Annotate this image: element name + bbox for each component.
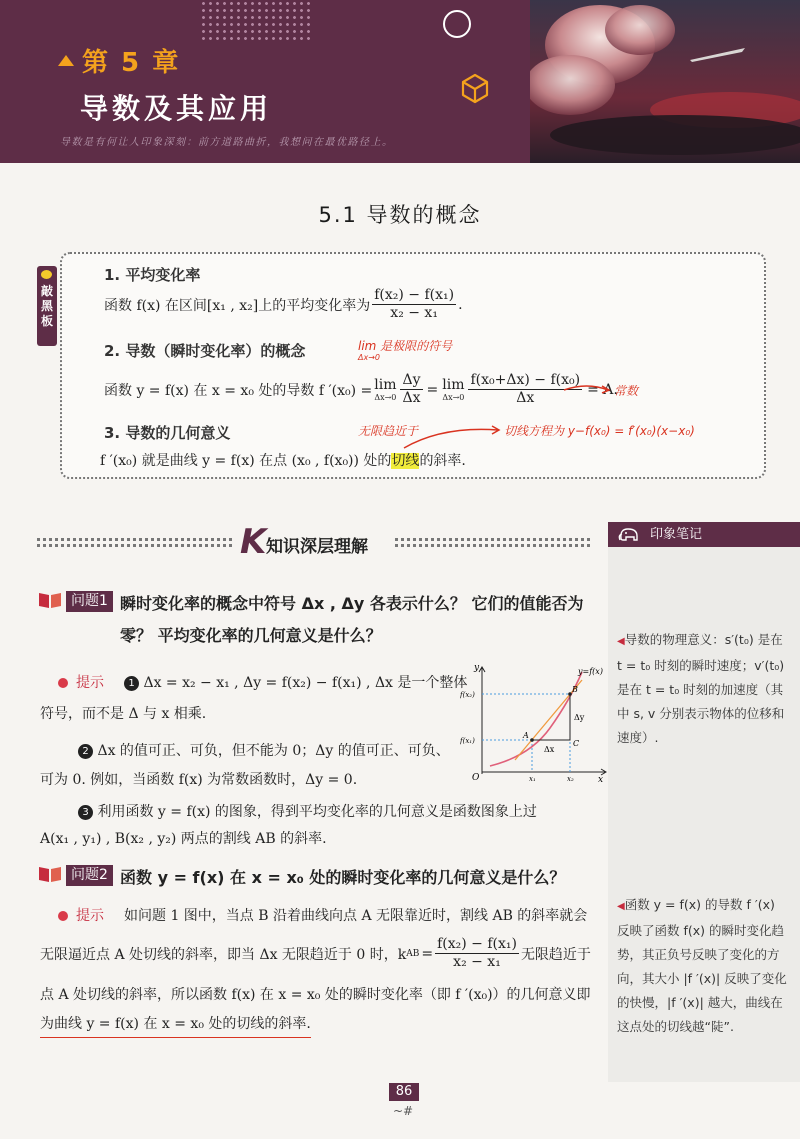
arrow-icon <box>562 382 612 396</box>
blackboard-tag-label: 敲黑板 <box>41 284 54 328</box>
geo-text-post: 的斜率. <box>419 453 466 469</box>
fraction-numerator: f(x₀+Δx) − f(x₀) <box>470 372 581 388</box>
question-1-line-1: 瞬时变化率的概念中符号 Δx , Δy 各表示什么？ 它们的值能否为 <box>120 594 584 613</box>
q2-p2: 无限逼近点 A 处切线的斜率，即当 Δx 无限趋近于 0 时，k AB = $\frac{\text{f(x₂) − f(x₁)}}{\text{x₂ − x₁}}$ 无限趋近于 <box>40 936 591 970</box>
geo-text-pre: f ′(x₀) 就是曲线 y = f(x) 在点 (x₀ , f(x₀)) 处的 <box>100 453 392 469</box>
point-c-label: C <box>573 739 580 748</box>
derivative-formula: 函数 y = f(x) 在 x = x₀ 处的导数 f ′(x₀) = lim Δx→0 $\frac{\Delta y}{\Delta x}$ = lim Δx→0 $\frac{\text{f(x₀+Δx) − f(x₀)}}{\Delta x}$ = A. <box>104 372 618 406</box>
header-divider-right <box>395 538 590 547</box>
blackboard-box <box>60 252 766 479</box>
lim-text: lim <box>374 376 397 393</box>
book-icon <box>38 865 62 883</box>
hint-label <box>58 672 104 692</box>
number-1-icon: 1 <box>124 676 139 691</box>
chapter-number: 第 5 章 <box>82 48 181 78</box>
hint-label-2 <box>58 905 104 925</box>
triangle-icon <box>58 55 74 66</box>
note-lim-sub: Δx→0 <box>358 353 380 362</box>
derivative-prefix: 函数 y = f(x) 在 x = x₀ 处的导数 f ′(x₀) = <box>104 382 373 399</box>
page-mark: ~# <box>393 1104 414 1118</box>
book-icon <box>38 591 62 609</box>
number-2-icon: 2 <box>78 744 93 759</box>
x-label: x <box>598 775 604 782</box>
k-subscript: AB <box>406 948 420 959</box>
sidebar-title: 印象笔记 <box>608 522 800 547</box>
note-tangent: 切线方程为 y−f(x₀) = f′(x₀)(x−x₀) <box>504 424 695 438</box>
hint-icon <box>58 911 68 921</box>
fx1-label: f(x₁) <box>460 737 475 745</box>
secant-graph <box>460 662 610 782</box>
avg-rate-formula: 函数 f(x) 在区间[x₁ , x₂]上的平均变化率为 $\frac{\text{f(x₂) − f(x₁)}}{\text{x₂ − x₁}}$ . <box>104 287 463 321</box>
lim-sub: Δx→0 <box>442 392 465 402</box>
lim-text: lim <box>442 376 465 393</box>
q2-p4: 为曲线 y = f(x) 在 x = x₀ 处的切线的斜率. <box>40 1013 311 1038</box>
chapter-banner <box>0 0 800 163</box>
q2-p3: 点 A 处切线的斜率，所以函数 f(x) 在 x = x₀ 处的瞬时变化率（即 f ′(x₀)）的几何意义即 <box>40 987 591 1003</box>
hint-text: 提示 <box>76 675 104 691</box>
pin-icon <box>41 270 52 279</box>
circle-ornament <box>443 10 471 38</box>
header-divider-left <box>37 538 232 547</box>
fraction-denominator: x₂ − x₁ <box>453 954 501 970</box>
hint-icon <box>58 678 68 688</box>
page-number: 86 <box>389 1083 419 1101</box>
bb-heading-1: 1. 平均变化率 <box>104 266 201 284</box>
question-1-tag: 问题1 <box>66 591 113 612</box>
elephant-icon <box>618 525 640 543</box>
chapter-title: 导数及其应用 <box>80 92 273 125</box>
q1-p2a <box>78 740 450 760</box>
dy-label: Δy <box>574 713 585 722</box>
q1-p1a-text: Δx = x₂ − x₁ , Δy = f(x₂) − f(x₁) , Δx 是一个整体 <box>143 675 468 691</box>
geometric-meaning-text <box>100 450 466 470</box>
bb-heading-3: 3. 导数的几何意义 <box>104 424 231 442</box>
curve <box>490 672 582 766</box>
avg-rate-prefix: 函数 f(x) 在区间[x₁ , x₂]上的平均变化率为 <box>104 297 371 314</box>
section-title: 5.1 导数的概念 <box>318 203 482 227</box>
slope-fraction <box>435 936 519 971</box>
derivative-end: = A. <box>587 381 618 398</box>
q1-p3a-text: 利用函数 y = f(x) 的图象，得到平均变化率的几何意义是函数图象上过 <box>97 804 537 820</box>
sidebar-note-2: ◀函数 y = f(x) 的导数 f ′(x) 反映了函数 f(x) 的瞬时变化趋势，其正负号反映了变化的方向，其大小 |f ′(x)| 反映了变化的快慢，|f ′(x)| 越大，曲线在这点处的切线越“陡”. <box>617 897 787 1034</box>
sidebar-note-1: ◀导数的物理意义：s′(t₀) 是在 t = t₀ 时刻的瞬时速度；v′(t₀) 是在 t = t₀ 时刻的加速度（其中 s, v 分别表示物体的位移和速度）. <box>617 632 785 745</box>
question-2-tag: 问题2 <box>66 865 113 886</box>
x2-tick: x₂ <box>567 775 574 782</box>
q1-p1a <box>124 672 467 692</box>
lim-symbol <box>374 378 396 402</box>
hint-text: 提示 <box>76 908 104 924</box>
curve-label: y=f(x) <box>578 667 603 676</box>
q2-p2a-text: 无限逼近点 A 处切线的斜率，即当 Δx 无限趋近于 0 时，k <box>40 946 407 963</box>
note-lim: lim 是极限的符号 <box>358 339 453 353</box>
cloud-sky-illustration <box>530 0 800 163</box>
dy-dx-fraction <box>400 372 422 407</box>
k-logo-icon: K <box>240 522 267 562</box>
y-label: y <box>474 663 480 673</box>
point-b-label: B <box>572 685 578 694</box>
note-approach: 无限趋近于 <box>358 424 419 438</box>
fraction-denominator: x₂ − x₁ <box>390 305 438 321</box>
avg-rate-fraction <box>372 287 456 322</box>
origin-label: O <box>472 773 480 782</box>
q1-p2a-text: Δx 的值可正、可负，但不能为 0；Δy 的值可正、可负、 <box>97 743 450 759</box>
q2-p1: 如问题 1 图中，当点 B 沿着曲线向点 A 无限靠近时，割线 AB 的斜率就会 <box>124 908 588 924</box>
fraction-denominator: Δx <box>402 390 421 406</box>
sidebar-note-2-text: 函数 y = f(x) 的导数 f ′(x) 反映了函数 f(x) 的瞬时变化趋势，其正负号反映了变化的方向，其大小 |f ′(x)| 反映了变化的快慢，|f ′(x)| 越大，曲线在这点处的切线越“陡”. <box>617 897 787 1034</box>
x1-tick: x₁ <box>529 775 536 782</box>
fraction-numerator: f(x₂) − f(x₁) <box>374 287 455 303</box>
fraction-numerator: f(x₂) − f(x₁) <box>437 936 517 952</box>
chapter-label <box>58 42 180 79</box>
lim-symbol-2 <box>442 378 464 402</box>
question-2-title: 函数 y = f(x) 在 x = x₀ 处的瞬时变化率的几何意义是什么？ <box>120 868 566 887</box>
q1-p3a <box>78 801 537 821</box>
fraction-denominator: Δx <box>516 390 535 406</box>
q1-p2b: 可为 0. 例如，当函数 f(x) 为常数函数时，Δy = 0. <box>40 772 358 788</box>
arrow-icon <box>402 424 502 450</box>
bb-heading-2: 2. 导数（瞬时变化率）的概念 <box>104 342 306 360</box>
q2-p2b-text: 无限趋近于 <box>520 946 591 963</box>
dx-label: Δx <box>544 745 555 754</box>
number-3-icon: 3 <box>78 805 93 820</box>
lim-sub: Δx→0 <box>374 392 397 402</box>
dot-pattern <box>200 0 310 40</box>
knowledge-title: 知识深层理解 <box>266 537 368 557</box>
chapter-quote: 导数是有何让人印象深刻：前方道路曲折，我想问在最优路径上。 <box>60 137 394 148</box>
q1-p1b: 符号，而不是 Δ 与 x 相乘. <box>40 706 207 722</box>
sidebar-note-1-text: 导数的物理意义：s′(t₀) 是在 t = t₀ 时刻的瞬时速度；v′(t₀) 是在 t = t₀ 时刻的加速度（其中 s, v 分别表示物体的位移和速度）. <box>617 632 785 745</box>
cube-icon <box>459 72 491 104</box>
fraction-numerator: Δy <box>402 372 421 388</box>
fx2-label: f(x₂) <box>460 691 475 699</box>
blackboard-tag <box>37 266 57 346</box>
note-constant: 常数 <box>614 384 639 398</box>
question-1-line-2: 零？ 平均变化率的几何意义是什么？ <box>120 626 382 645</box>
point-a-label: A <box>523 731 529 740</box>
highlight-tangent: 切线 <box>391 453 420 469</box>
q1-p3b: A(x₁ , y₁) , B(x₂ , y₂) 两点的割线 AB 的斜率. <box>40 831 327 847</box>
